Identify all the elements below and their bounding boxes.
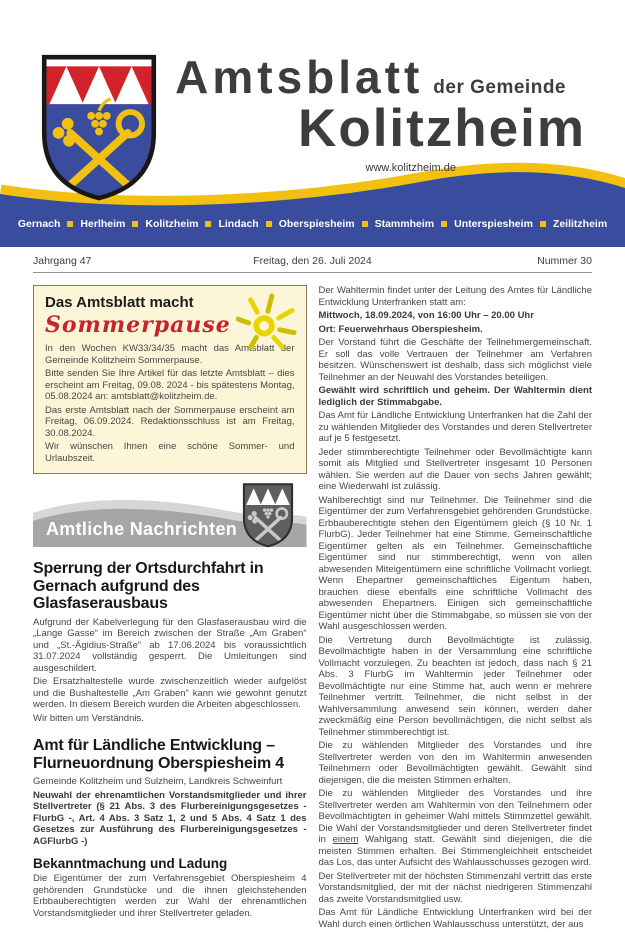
- paragraph: Der Vorstand führt die Geschäfte der Teilnehmergemeinschaft. Er soll das volle Vertrauen der Teilnehmer am Verfahren besitzen. Wünschenswert ist deshalb, dass sich möglichst viele Teilnehmer an der Neuwahl des Vorstandes beteiligen.: [318, 337, 592, 383]
- section-title: Amtliche Nachrichten: [46, 519, 238, 540]
- nav-item-herlheim: Herlheim: [80, 218, 126, 230]
- issue-volume: Jahrgang 47: [33, 255, 92, 267]
- paragraph: Wir bitten um Verständnis.: [33, 712, 144, 724]
- paragraph-with-underline: [319, 788, 593, 869]
- paragraph: Das Amt für Ländliche Entwicklung Unterfranken hat die Zahl der zu wählenden Mitglieder des Vorstandes und deren Stellvertreter auf je 5 festgesetzt.: [318, 410, 592, 444]
- nav-item-lindach: Lindach: [218, 218, 259, 230]
- website-link[interactable]: www.kolitzheim.de: [365, 162, 456, 174]
- article-subtitle: Gemeinde Kolitzheim und Sulzheim, Landkreis Schweinfurt: [33, 776, 283, 788]
- coat-of-arms-grayscale-icon: [239, 482, 297, 548]
- paragraph: Wahlberechtigt sind nur Teilnehmer. Die Teilnehmer sind die Eigentümer der zum Verfahrensgebiet gehörenden Grundstücke. Erbbauberechtigte stehen den Eigentümern gleich (§ 10 Nr. 1 FlurbG). Jeder Teilnehmer hat eine Stimme. Gemeinschaftliche Eigentümer gelten als ein Teilnehmer. Gemeinschaftliche Eigentümer sind nur stimmberechtigt, wenn von allen abwesenden Miteigentümern eine schriftliche Vollmacht vorliegt. Wenn Ehepartner gemeinschaftliches Eigentum haben, brauchen diese ebenfalls eine schriftliche Vollmacht des abwesenden Ehepartners. Einigen sich gemeinschaftliche Eigentümer nicht über die Stimmabgabe, so müssen sie von der Wahl ausgeschlossen werden.: [318, 494, 592, 632]
- separator-square-icon: [266, 221, 272, 227]
- paragraph-bold-date: Mittwoch, 18.09.2024, von 16:00 Uhr – 20.00 Uhr: [318, 310, 534, 321]
- paragraph-post: Wahlgang statt. Gewählt sind diejenigen, die die meisten Stimmen erhalten. Bei Stimmengleichheit entscheidet das Los, das unter Aufsicht des Wahlausschusses gezogen wird.: [318, 834, 592, 868]
- separator-square-icon: [132, 221, 138, 227]
- separator-square-icon: [441, 221, 447, 227]
- article-heading-flurneuordnung: Amt für Ländliche Entwicklung – Flurneuordnung Oberspiesheim 4: [33, 737, 284, 772]
- nav-item-oberspiesheim: Oberspiesheim: [278, 218, 355, 230]
- paragraph: Das Amt für Ländliche Entwicklung Unterfranken wird bei der Wahl durch einen örtlichen Wahlausschuss unterstützt, der aus: [318, 907, 592, 930]
- paragraph: Der Wahltermin findet unter der Leitung des Amtes für Ländliche Entwicklung Unterfranken statt am:: [318, 285, 592, 308]
- paragraph: Jeder stimmberechtigte Teilnehmer oder Bevollmächtigte kann somit als Mitglied und Stellvertreter insgesamt 10 Personen wählen. Sie werden auf die Dauer von sechs Jahren gewählt; eine Wiederwahl ist zulässig.: [318, 446, 592, 492]
- separator-square-icon: [540, 221, 546, 227]
- nav-item-stammheim: Stammheim: [374, 218, 435, 230]
- village-nav: [0, 218, 625, 230]
- paragraph-pre: Die zu wählenden Mitglieder des Vorstandes und ihre Stellvertreter werden am Wahltermin von den Teilnehmern oder Bevollmächtigten in geheimer Wahl mittels Stimmzettel gewählt. Die Wahl der Vorstandsmitglieder und deren Stellvertreter findet in: [318, 788, 592, 845]
- municipality-name: Kolitzheim: [298, 99, 586, 158]
- paragraph: Die Ersatzhaltestelle wurde zwischenzeitlich wieder aufgelöst und die Bushaltestelle „Am Graben“ kann wie gewohnt genutzt werden. In diesem Bereich wurden die Arbeiten abgeschlossen.: [33, 676, 307, 711]
- issue-number: Nummer 30: [537, 255, 592, 267]
- summer-box-paragraph-email: Bitte senden Sie Ihre Artikel für das letzte Amtsblatt – dies erscheint am Freitag, 09.08. 2024 - bis spätestens Montag, 05.08.2024 an: amtsblatt@kolitzheim.de.: [45, 368, 295, 403]
- masthead-titles: [175, 51, 592, 174]
- separator-square-icon: [362, 221, 368, 227]
- right-column: [319, 285, 593, 932]
- paragraph-bold: Neuwahl der ehrenamtlichen Vorstandsmitglieder und ihrer Stellvertreter (§ 21 Abs. 3 des Flurbereinigungsgesetzes - FlurbG -, Art. 4 Abs. 3 Satz 1, 2 und 5 Abs. 4 Satz 1 des Gesetzes zur Ausführung des Flurbereinigungsgesetzes - AGFlurbG -): [33, 789, 307, 847]
- left-column: [33, 285, 307, 932]
- summer-break-box: [33, 285, 307, 474]
- summer-box-paragraph: Das erste Amtsblatt nach der Sommerpause erscheint am Freitag, 06.09.2024. Redaktionsschluss ist am Freitag, 30.08.2024.: [45, 404, 295, 439]
- underlined-word: einem: [332, 834, 359, 845]
- masthead-header: [0, 0, 625, 247]
- paragraph: Der Stellvertreter mit der höchsten Stimmenzahl vertritt das erste Vorstandsmitglied, der mit der nächst niedrigeren Stimmenzahl das zweite Vorstandsmitglied usw.: [318, 870, 592, 905]
- paragraph-bold: Gewählt wird schriftlich und geheim. Der Wahltermin dient lediglich der Stimmabgabe.: [318, 385, 592, 408]
- issue-info-bar: [33, 247, 592, 273]
- summer-box-title: Das Amtsblatt macht: [45, 294, 194, 311]
- paragraph: Aufgrund der Kabelverlegung für den Glasfaserausbau wird die „Lange Gasse“ im Bereich zwischen der Straße „Am Graben“ und „St.-Ägidius-Straße“ ab 17.06.2024 bis voraussichtlich 31.07.2024 vollständig gesperrt. Die Umleitungen sind ausgeschildert.: [33, 616, 307, 674]
- page-body: [0, 273, 625, 932]
- sun-icon: [236, 292, 298, 350]
- issue-date: Freitag, den 26. Juli 2024: [253, 255, 372, 267]
- paragraph: Die zu wählenden Mitglieder des Vorstandes und ihre Stellvertreter werden von den im Wahltermin anwesenden Teilnehmern oder Bevollmächtigten gewählt. Gewählt sind diejenigen, die die meisten Stimmen erhalten.: [318, 740, 592, 786]
- kolitzheim-coat-of-arms: [33, 52, 165, 202]
- article-heading-roadclosure: Sperrung der Ortsdurchfahrt in Gernach aufgrund des Glasfaserausbaus: [33, 560, 264, 613]
- page-title: Amtsblatt: [175, 51, 424, 103]
- article-subheading: Bekanntmachung und Ladung: [33, 856, 228, 872]
- official-news-banner: [33, 487, 307, 547]
- separator-square-icon: [205, 221, 211, 227]
- summer-box-paragraph: Wir wünschen Ihnen eine schöne Sommer- und Urlaubszeit.: [45, 441, 295, 464]
- nav-item-kolitzheim: Kolitzheim: [145, 218, 199, 230]
- paragraph: Die Eigentümer der zum Verfahrensgebiet Oberspiesheim 4 gehörenden Grundstücke und die ihnen gleichstehenden Erbbauberechtigten werden zur Wahl der ehrenamtlichen Vorstandsmitglieder und ihrer Stellvertreter geladen.: [33, 873, 307, 919]
- nav-item-gernach: Gernach: [17, 218, 61, 230]
- summer-box-script-title: Sommerpause: [45, 312, 231, 338]
- nav-item-unterspiesheim: Unterspiesheim: [454, 218, 533, 230]
- summer-box-paragraph: In den Wochen KW33/34/35 macht das Amtsblatt der Gemeinde Kolitzheim Sommerpause.: [45, 343, 295, 366]
- separator-square-icon: [67, 221, 73, 227]
- page-subtitle: der Gemeinde: [433, 77, 566, 98]
- nav-item-zeilitzheim: Zeilitzheim: [552, 218, 608, 230]
- paragraph-bold-location: Ort: Feuerwehrhaus Oberspiesheim.: [318, 323, 483, 335]
- paragraph: Die Vertretung durch Bevollmächtigte ist zulässig. Bevollmächtigte haben in der Versammlung eine schriftliche Vollmacht vorzulegen. Zu beachten ist jedoch, dass nach § 21 Abs. 3 FlurbG im Wahltermin jeder Teilnehmer oder Bevollmächtigte nur eine Stimme hat, auch wenn er mehrere Teilnehmer vertritt. Teilnehmer, die nicht selbst in der Wahlversammlung anwesend sein können, werden daher zweckmäßig eine Person bevollmächtigen, die nicht selbst als Teilnehmer stimmberechtigt ist.: [318, 634, 592, 738]
